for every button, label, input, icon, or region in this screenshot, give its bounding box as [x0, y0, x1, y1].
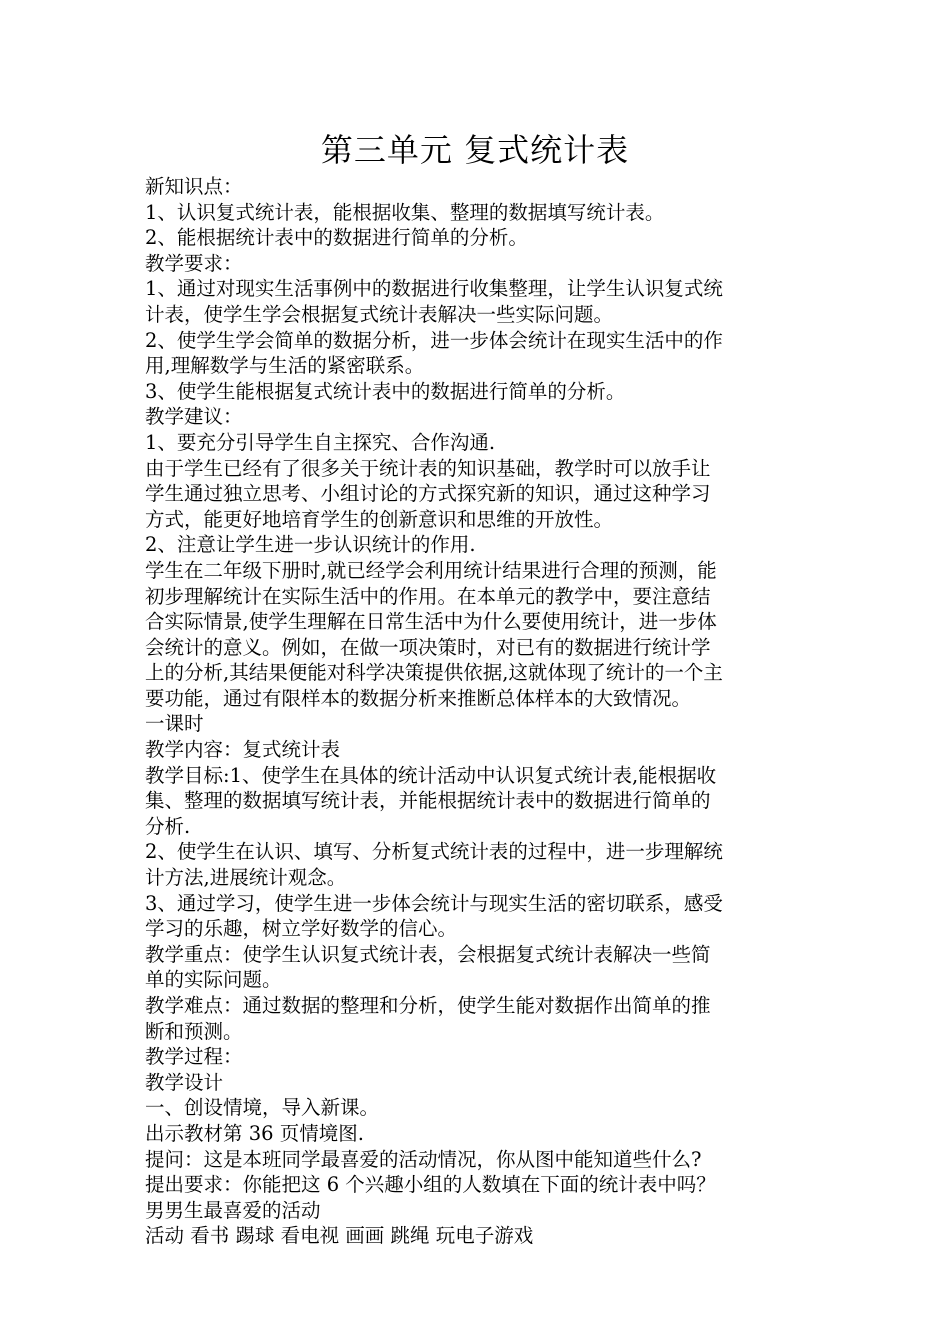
text-line: 1、要充分引导学生自主探究、合作沟通. [145, 430, 496, 454]
text-line: 2、能根据统计表中的数据进行简单的分析。 [145, 226, 528, 250]
text-line: 1、认识复式统计表，能根据收集、整理的数据填写统计表。 [145, 200, 665, 224]
text-line: 方式，能更好地培育学生的创新意识和思维的开放性。 [145, 507, 614, 531]
text-line: 教学目标:1、使学生在具体的统计活动中认识复式统计表,能根据收 [145, 763, 717, 787]
text-line: 男男生最喜爱的活动 [145, 1198, 321, 1222]
document-title: 第三单元 复式统计表 [320, 131, 630, 169]
document-body [145, 174, 810, 1249]
text-line: 上的分析,其结果便能对科学决策提供依据,这就体现了统计的一个主 [145, 661, 723, 685]
text-line: 单的实际问题。 [145, 968, 282, 992]
text-line: 教学要求： [145, 251, 243, 275]
text-line: 出示教材第 36 页情境图. [145, 1121, 364, 1145]
text-line: 2、使学生学会简单的数据分析，进一步体会统计在现实生活中的作 [145, 328, 723, 352]
text-line: 计表，使学生学会根据复式统计表解决一些实际问题。 [145, 302, 614, 326]
text-line: 教学过程： [145, 1045, 243, 1069]
text-line: 3、通过学习，使学生进一步体会统计与现实生活的密切联系，感受 [145, 891, 723, 915]
text-line: 教学难点：通过数据的整理和分析，使学生能对数据作出简单的推 [145, 994, 711, 1017]
text-line: 用,理解数学与生活的紧密联系。 [145, 354, 425, 378]
text-line: 计方法,进展统计观念。 [145, 866, 347, 890]
text-line: 初步理解统计在实际生活中的作用。在本单元的教学中，要注意结 [145, 584, 711, 608]
text-line: 断和预测。 [145, 1019, 243, 1043]
text-line: 一课时 [145, 712, 204, 736]
text-line: 教学内容：复式统计表 [145, 738, 341, 762]
text-line: 1、通过对现实生活事例中的数据进行收集整理，让学生认识复式统 [145, 277, 723, 301]
text-line: 分析. [145, 814, 191, 838]
text-line: 要功能，通过有限样本的数据分析来推断总体样本的大致情况。 [145, 686, 692, 710]
text-line: 教学重点：使学生认识复式统计表，会根据复式统计表解决一些简 [145, 942, 711, 966]
text-line: 2、注意让学生进一步认识统计的作用. [145, 533, 476, 557]
text-line: 合实际情景,使学生理解在日常生活中为什么要使用统计，进一步体 [145, 610, 717, 634]
text-line: 活动 看书 踢球 看电视 画画 跳绳 玩电子游戏 [145, 1224, 534, 1248]
text-line: 提出要求：你能把这 6 个兴趣小组的人数填在下面的统计表中吗？ [145, 1173, 716, 1197]
text-line: 学生在二年级下册时,就已经学会利用统计结果进行合理的预测，能 [145, 558, 717, 582]
text-line: 3、使学生能根据复式统计表中的数据进行简单的分析。 [145, 379, 626, 403]
text-line: 2、使学生在认识、填写、分析复式统计表的过程中，进一步理解统 [145, 840, 723, 864]
text-line: 教学设计 [145, 1070, 224, 1094]
text-line: 学生通过独立思考、小组讨论的方式探究新的知识，通过这种学习 [145, 482, 711, 506]
text-line: 新知识点： [145, 175, 243, 198]
text-line: 提问：这是本班同学最喜爱的活动情况，你从图中能知道些什么? [145, 1147, 702, 1171]
text-line: 学习的乐趣，树立学好数学的信心。 [145, 917, 458, 941]
text-line: 集、整理的数据填写统计表，并能根据统计表中的数据进行简单的 [145, 789, 711, 813]
text-line: 由于学生已经有了很多关于统计表的知识基础，教学时可以放手让 [145, 456, 711, 480]
text-line: 会统计的意义。例如，在做一项决策时，对已有的数据进行统计学 [145, 635, 711, 659]
text-line: 教学建议： [145, 405, 243, 429]
text-line: 一、创设情境，导入新课。 [145, 1096, 380, 1120]
